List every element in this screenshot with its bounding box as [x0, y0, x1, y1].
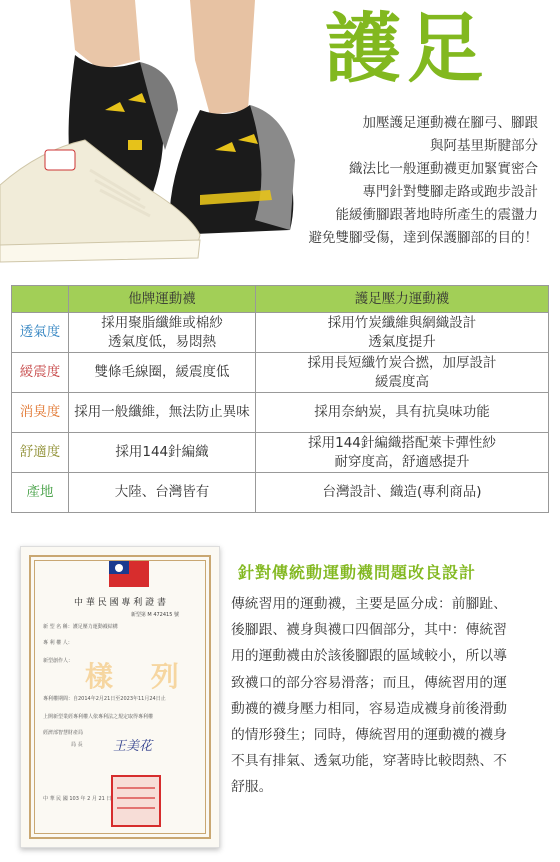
certificate-line: 新型創作人： [43, 658, 74, 664]
our-product-cell [256, 313, 549, 353]
certificate-line: 專 利 權 人： [43, 640, 73, 646]
description-line: 能緩衝腳跟著地時所產生的震盪力 [335, 207, 538, 223]
section-line: 動襪的襪身壓力相同，容易造成襪身前後滑動 [231, 700, 507, 717]
product-photo-socks [0, 0, 300, 280]
certificate-line: 專利權期間：自2014年2月21日至2023年11月24日止 [43, 696, 166, 702]
cell-line: 採用一般纖維，無法防止異味 [74, 404, 250, 420]
certificate-watermark: 樣 列 [85, 660, 193, 693]
hero-description [258, 112, 538, 250]
table-row [12, 313, 549, 353]
description-line: 加壓護足運動襪在腳弓、腳跟 [362, 115, 538, 131]
other-brand-cell [69, 353, 256, 393]
table-row [12, 473, 549, 513]
certificate-line: 上開新型業經專利權人依專利法之規定取得專利權 [43, 714, 154, 720]
certificate-line: 中 華 民 國 103 年 2 月 21 日 [43, 796, 112, 802]
row-label: 透氣度 [12, 313, 69, 353]
header-our-product: 護足壓力運動襪 [256, 286, 549, 313]
section-title: 針對傳統動運動襪問題改良設計 [238, 563, 477, 582]
certificate-number: 新型第 M 472415 號 [130, 612, 179, 618]
our-product-cell [256, 353, 549, 393]
our-product-cell [256, 393, 549, 433]
patent-certificate-image [20, 546, 220, 848]
cell-line: 採用奈納炭，具有抗臭味功能 [314, 404, 490, 420]
comparison-body [12, 313, 549, 513]
flag-icon [109, 561, 149, 587]
section-line: 不具有排氣、透氣功能，穿著時比較悶熱、不 [231, 753, 507, 770]
page-title: 護足 [325, 4, 489, 93]
our-product-cell [256, 433, 549, 473]
table-row [12, 393, 549, 433]
description-line: 專門針對雙腳走路或跑步設計 [362, 184, 538, 200]
row-label: 消臭度 [12, 393, 69, 433]
lower-section [0, 540, 560, 862]
description-line: 織法比一般運動襪更加緊實密合 [349, 161, 538, 177]
section-line: 舒服。 [231, 779, 273, 796]
cell-line: 採用長短纖竹炭合撚，加厚設計 [307, 354, 497, 371]
section-line: 致襪口的部分容易滑落；而且，傳統習用的運 [231, 674, 507, 691]
other-brand-cell [69, 393, 256, 433]
hero-section [0, 0, 560, 280]
section-line: 傳統習用的運動襪，主要是區分成：前腳趾、 [231, 596, 507, 612]
cell-line: 採用聚脂纖維或棉紗 [101, 314, 223, 331]
our-product-cell [256, 473, 549, 513]
other-brand-cell [69, 313, 256, 353]
table-row [12, 353, 549, 393]
cell-line: 採用竹炭纖維與網織設計 [327, 314, 477, 331]
other-brand-cell [69, 473, 256, 513]
row-label: 緩震度 [12, 353, 69, 393]
section-line: 後腳跟、襪身與襪口四個部分，其中：傳統習 [231, 622, 507, 639]
section-body [231, 591, 544, 801]
cell-line: 採用144針編織搭配萊卡彈性紗 [308, 434, 496, 451]
comparison-table [11, 285, 549, 513]
header-other-brand: 他牌運動襪 [69, 286, 256, 313]
cell-line: 採用144針編織 [115, 444, 209, 460]
table-row [12, 433, 549, 473]
cell-line: 雙條毛線圈，緩震度低 [94, 364, 230, 380]
description-line: 與阿基里斯腱部分 [430, 138, 538, 154]
certificate-line: 經濟部智慧財產局 [43, 730, 84, 736]
row-label: 舒適度 [12, 433, 69, 473]
cell-line: 耐穿度高，舒適感提升 [334, 453, 470, 470]
certificate-border [29, 555, 211, 839]
other-brand-cell [69, 433, 256, 473]
cell-line: 緩震度高 [375, 373, 429, 390]
cell-line: 台灣設計、織造(專利商品) [322, 484, 482, 500]
table-header-row [12, 286, 549, 313]
cell-line: 透氣度低，易悶熱 [108, 333, 216, 350]
section-line: 的情形發生；同時，傳統習用的運動襪的襪身 [231, 727, 507, 744]
section-line: 用的運動襪由於該後腳跟的區域較小，所以導 [231, 648, 507, 665]
certificate-signature: 王美花 [113, 739, 153, 754]
certificate-line: 局 長 [71, 742, 83, 748]
header-blank [12, 286, 69, 313]
row-label: 產地 [12, 473, 69, 513]
certificate-line: 新 型 名 稱：護足壓力運動襪結構 [43, 624, 118, 630]
description-line: 避免雙腳受傷，達到保護腳部的目的！ [308, 230, 538, 246]
cell-line: 透氣度提升 [368, 333, 436, 350]
cell-line: 大陸、台灣皆有 [114, 484, 210, 500]
certificate-title: 中 華 民 國 專 利 證 書 [73, 598, 167, 608]
seal-stamp-icon [111, 775, 161, 827]
